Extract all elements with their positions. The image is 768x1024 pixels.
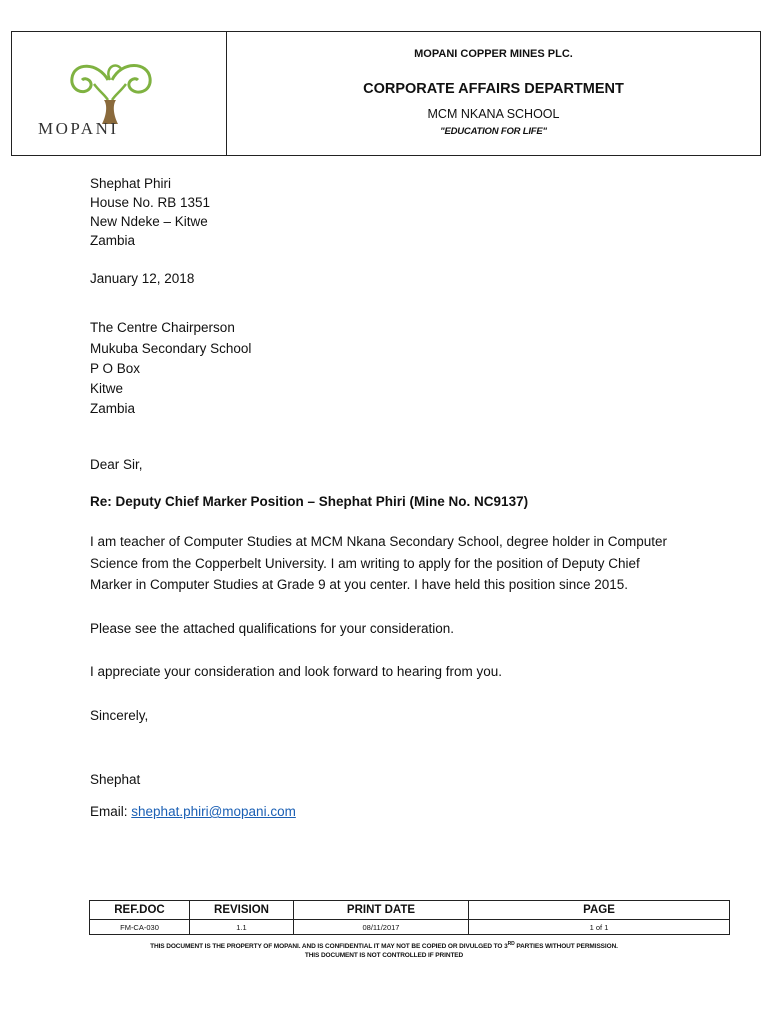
logo-cell bbox=[12, 32, 227, 155]
paragraph-1-line-2: Science from the Copperbelt University. I am writing to apply for the position of Deputy Chief bbox=[90, 556, 640, 571]
letterhead bbox=[11, 31, 761, 156]
page-value: 1 of 1 bbox=[469, 920, 730, 935]
paragraph-1-line-3: Marker in Computer Studies at Grade 9 at you center. I have held this position since 2015. bbox=[90, 577, 629, 592]
paragraph-3: I appreciate your consideration and look forward to hearing from you. bbox=[90, 664, 502, 679]
confidentiality-note-a: THIS DOCUMENT IS THE PROPERTY OF MOPANI. AND IS CONFIDENTIAL IT MAY NOT BE COPIED OR DIVULGED TO 3 bbox=[150, 943, 508, 951]
school-name: MCM NKANA SCHOOL bbox=[427, 107, 560, 121]
letterhead-titles bbox=[227, 32, 760, 155]
document-control-table bbox=[89, 900, 730, 935]
school-motto: "EDUCATION FOR LIFE" bbox=[440, 126, 547, 137]
subject-line: Re: Deputy Chief Marker Position – Shephat Phiri (Mine No. NC9137) bbox=[90, 494, 529, 509]
sender-name: Shephat Phiri bbox=[90, 176, 172, 191]
recipient-country: Zambia bbox=[90, 401, 136, 416]
ref-doc-value: FM-CA-030 bbox=[90, 920, 190, 935]
salutation: Dear Sir, bbox=[90, 457, 143, 472]
recipient-box: P O Box bbox=[90, 361, 141, 376]
page-header: PAGE bbox=[469, 901, 730, 920]
email-label: Email: bbox=[90, 804, 128, 819]
logo-wordmark: MOPANI bbox=[38, 119, 119, 138]
confidentiality-note bbox=[0, 941, 768, 950]
company-name: MOPANI COPPER MINES PLC. bbox=[414, 48, 573, 60]
recipient-title: The Centre Chairperson bbox=[90, 320, 235, 335]
control-note: THIS DOCUMENT IS NOT CONTROLLED IF PRINTED bbox=[304, 952, 464, 959]
letter-date: January 12, 2018 bbox=[90, 271, 195, 286]
sender-house: House No. RB 1351 bbox=[90, 195, 211, 210]
paragraph-1-line-1: I am teacher of Computer Studies at MCM Nkana Secondary School, degree holder in Computer bbox=[90, 534, 668, 549]
revision-header: REVISION bbox=[190, 901, 294, 920]
department-name: CORPORATE AFFAIRS DEPARTMENT bbox=[363, 81, 624, 97]
email-line bbox=[90, 804, 296, 819]
ref-doc-header: REF.DOC bbox=[90, 901, 190, 920]
sender-area: New Ndeke – Kitwe bbox=[90, 214, 208, 229]
paragraph-2: Please see the attached qualifications for your consideration. bbox=[90, 621, 454, 636]
confidentiality-note-b: PARTIES WITHOUT PERMISSION. bbox=[514, 943, 618, 951]
signature: Shephat bbox=[90, 772, 141, 787]
print-date-value: 08/11/2017 bbox=[294, 920, 469, 935]
recipient-town: Kitwe bbox=[90, 381, 124, 396]
closing: Sincerely, bbox=[90, 708, 149, 723]
print-date-header: PRINT DATE bbox=[294, 901, 469, 920]
sender-country: Zambia bbox=[90, 233, 136, 248]
confidentiality-note-sup: RD bbox=[507, 941, 515, 947]
recipient-school: Mukuba Secondary School bbox=[90, 341, 252, 356]
revision-value: 1.1 bbox=[190, 920, 294, 935]
email-link[interactable]: shephat.phiri@mopani.com bbox=[131, 804, 296, 819]
